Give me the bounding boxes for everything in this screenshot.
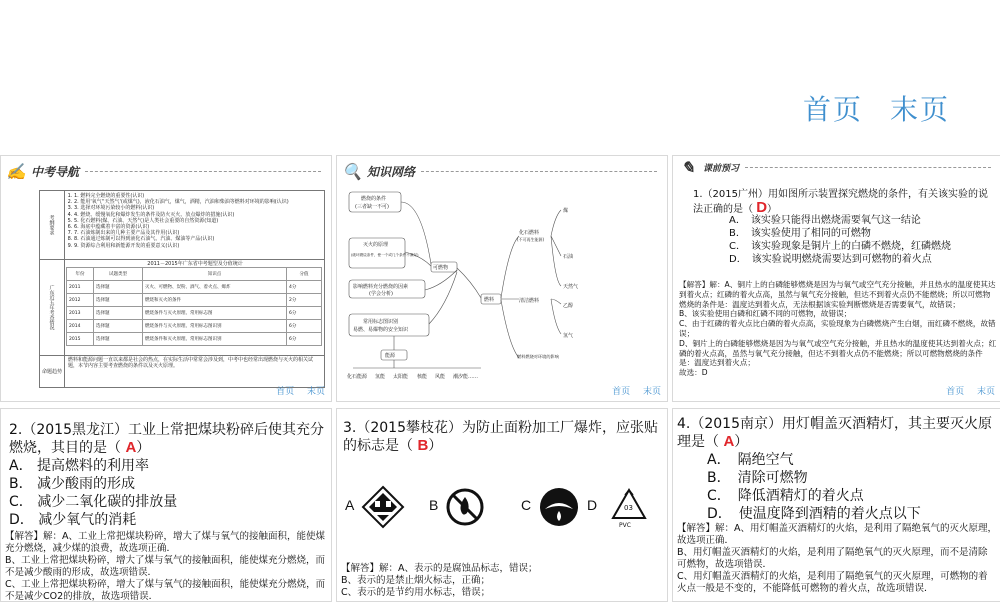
option-a[interactable]: A． 提高燃料的利用率 (9, 458, 150, 474)
option-d[interactable]: D． 减少氧气的消耗 (9, 512, 137, 528)
end-link[interactable]: 末页 (642, 387, 661, 397)
node-combustible: 可燃物 (433, 265, 449, 271)
option-d-label[interactable]: D (587, 497, 598, 513)
list-item: 5. 5. 化石燃料(煤、石油、天然气)是人类社会重要的自然资源(知道) (74, 218, 289, 224)
svg-text:PVC: PVC (619, 522, 631, 529)
node-energy: 能源 (385, 353, 396, 359)
option-a-label[interactable]: A (345, 497, 355, 513)
node-condition: 燃烧的条件 (361, 196, 387, 202)
question-2-slide[interactable] (0, 408, 332, 602)
node-bottom-3: 核能 (417, 374, 428, 380)
recycle-pvc-sign-icon[interactable] (607, 485, 651, 529)
node-fuel: 燃料 (484, 297, 495, 303)
table-cell: 2012 (67, 294, 94, 307)
requirements-list (66, 193, 289, 249)
node-bottom-5: 潮汐能…… (453, 374, 479, 380)
option-a[interactable]: A． 隔绝空气 (707, 452, 794, 468)
exam-guide-table (39, 190, 325, 388)
option-b[interactable]: B． 清除可燃物 (707, 470, 808, 486)
column-header: 分值 (287, 268, 322, 281)
slide-header-title: 知识网络 (367, 164, 416, 179)
list-item: 9. 9. 资源综合利用和新能源开发的重要意义(认识) (74, 243, 289, 249)
no-fire-sign-icon[interactable] (445, 487, 485, 527)
table-cell: 6分 (287, 307, 322, 320)
question-3 (343, 419, 661, 455)
table-cell: 选择题 (94, 307, 143, 320)
table-cell: 2011 (67, 281, 94, 294)
explanation-line: C、用灯帽盖灭酒精灯的火焰，是利用了隔绝氧气的灭火原理，可燃物的着火点一般是不变的，不能降低可燃物的着火点，故选项错误． (677, 571, 988, 594)
slide-header-title: 中考导航 (31, 164, 80, 179)
question-text: 3.（2015攀枝花）为防止面粉加工厂爆炸，应张贴的标志是（ (343, 420, 658, 454)
list-item: 1. 1. 燃料完全燃烧的重要性(认识) (74, 193, 289, 199)
node-bottom-2: 太阳能 (393, 374, 409, 380)
explanation-line: C、由于红磷的着火点比白磷的着火点高，实验现象为白磷燃烧产生白烟，而红磷不燃烧，故错误； (679, 319, 996, 338)
question-close: ） (428, 438, 443, 454)
question-text: 2.（2015黑龙江）工业上常把煤块粉碎后使其充分燃烧，其目的是（ (9, 422, 324, 456)
option-c[interactable]: C． 降低酒精灯的着火点 (707, 488, 864, 504)
explanation-line: 【解答】解：A、表示的是腐蚀品标志，错误； (341, 563, 538, 574)
table-cell: 2014 (67, 320, 94, 333)
answer-mark: B (417, 437, 429, 454)
table-cell: 6分 (287, 333, 322, 346)
question-number: 1. (693, 189, 703, 200)
list-item: 3. 3. 选择对环境污染较小的燃料(认识) (74, 205, 289, 211)
node-coal: 煤 (563, 208, 569, 214)
slide-header (673, 156, 1000, 178)
node-factors: 影响燃料充分燃烧的因素 (353, 284, 409, 290)
answer-mark: A (723, 433, 735, 450)
node-bottom-0: 化石能源 (347, 374, 368, 380)
table-cell: 2分 (287, 294, 322, 307)
node-ethanol: 乙醇 (563, 303, 574, 309)
home-link[interactable]: 首页 (946, 387, 965, 397)
slide-header (1, 156, 331, 186)
column-header: 试题类型 (94, 268, 143, 281)
table-header-row (67, 268, 322, 281)
trend-text: 燃料和能源问题一直以来都是社会的热点，在实际生活中常常会涉及到，中考中也经常出现燃烧与灭火的相关试题，本节内容主要考查燃烧的条件以及灭火原理。 (68, 357, 314, 369)
column-header: 知识点 (143, 268, 287, 281)
explanation-line: B、表示的是禁止烟火标志，正确； (341, 575, 491, 586)
table-row (67, 333, 322, 346)
slide-header (337, 156, 667, 186)
explanation-line: 【解答】解：A、工业上常把煤块粉碎，增大了煤与氧气的接触面积，能使煤充分燃烧，减少煤的浪费，故选项正确． (5, 531, 325, 554)
explanation-line: B、用灯帽盖灭酒精灯的火焰，是利用了隔绝氧气的灭火原理，而不是清除可燃物，故选项错误． (677, 547, 988, 570)
explanation-line: B、工业上常把煤块粉碎，增大了煤与氧气的接触面积，能使煤充分燃烧，而不是减少酸雨的形成，故选项错误． (5, 555, 326, 578)
table-cell: 燃烧条件和灭火原理、常用标志图识别 (143, 333, 287, 346)
option-c[interactable]: C． 该实验现象是铜片上的白磷不燃烧，红磷燃烧 (729, 241, 951, 252)
book-icon: ✍ (6, 161, 26, 181)
home-link[interactable]: 首页 (276, 387, 295, 397)
exam-table-title: 2011－2015年广东省中考题型及分值统计 (147, 261, 243, 267)
explanation (679, 280, 997, 378)
question-close: ） (734, 434, 749, 450)
options-list (707, 451, 997, 523)
end-link[interactable]: 末页 (890, 93, 951, 126)
table-cell: 燃烧和灭火的条件 (143, 294, 287, 307)
explanation-line: D、铜片上的白磷能够燃烧是因为与氧气或空气充分接触，并且热水的温度使其达到着火点；红磷的着火点高，虽然与氧气充分接触，但达不到着火点仍不能燃烧；所以可燃物燃烧的条件是：温度达到着火点； (679, 338, 997, 368)
explanation-line: B、该实验使用白磷和红磷不同的可燃物，故错误； (679, 309, 852, 319)
knowledge-network-slide[interactable] (336, 155, 668, 402)
table-cell: 2013 (67, 307, 94, 320)
column-header: 年份 (67, 268, 94, 281)
slide-nav (602, 384, 661, 397)
svg-text:03: 03 (624, 504, 633, 512)
preview-slide[interactable] (672, 155, 1000, 402)
option-c-label[interactable]: C (521, 497, 532, 513)
node-fire-principle: 灭火的原理 (363, 242, 389, 248)
home-link[interactable]: 首页 (612, 387, 631, 397)
table-cell: 选择题 (94, 333, 143, 346)
mind-map (341, 186, 663, 396)
pencil-icon: ✎ (681, 157, 695, 177)
node-gas: 天然气 (563, 284, 579, 290)
option-b-label[interactable]: B (429, 497, 439, 513)
question-3-slide[interactable] (336, 408, 668, 602)
explanation (677, 523, 997, 595)
node-bottom-4: 风能 (435, 374, 446, 380)
exam-history-label: 广东近五年考查情况 (40, 259, 65, 355)
magnifier-icon: 🔍 (342, 161, 362, 181)
question-2 (9, 421, 325, 457)
home-link[interactable]: 首页 (803, 93, 864, 126)
list-item: 7. 7. 石油炼制出来的几种主要产品及其作用(认识) (74, 230, 289, 236)
table-cell: 灭火、可燃物、炭粉、酒气、着火点、爆炸 (143, 281, 287, 294)
question-4-slide[interactable] (672, 408, 1000, 602)
answer-mark: D (756, 199, 768, 216)
end-link[interactable]: 末页 (976, 387, 995, 397)
question-1 (693, 188, 993, 216)
requirements-label: 考纲要求 (40, 191, 65, 259)
explanation-line: 故选：D (679, 368, 708, 378)
node-condition-sub: (三者缺一不可) (355, 204, 389, 210)
question-close: ） (767, 204, 778, 215)
end-link[interactable]: 末页 (306, 387, 325, 397)
table-cell: 选择题 (94, 294, 143, 307)
corrosive-sign-icon[interactable] (361, 485, 405, 529)
node-oil: 石油 (563, 254, 574, 260)
explanation-line: 【解答】解：A、铜片上的白磷能够燃烧是因为与氧气或空气充分接触，并且热水的温度使其达到着火点；红磷的着火点高，虽然与氧气充分接触，但达不到着火点仍不能燃烧；所以可燃物燃烧的条件是：温度达到着火点，无法根据该实验判断燃烧是否需要氧气，故错误； (679, 280, 996, 309)
explanation (5, 531, 327, 602)
node-signs: 常用标志图识别 (363, 319, 399, 325)
table-cell: 选择题 (94, 281, 143, 294)
option-d[interactable]: D． 该实验说明燃烧需要达到可燃物的着火点 (729, 254, 932, 265)
exam-guide-slide[interactable] (0, 155, 332, 402)
table-cell: 2015 (67, 333, 94, 346)
node-factors-sub: (学会分析) (369, 291, 393, 297)
explanation (341, 563, 663, 599)
list-item: 6. 6. 海底中蕴藏着丰富的资源(认识) (74, 224, 289, 230)
question-close: ） (136, 440, 151, 456)
table-row (67, 320, 322, 333)
node-bottom-1: 氢能 (375, 374, 386, 380)
table-row (67, 294, 322, 307)
table-cell: 4分 (287, 281, 322, 294)
answer-mark: A (125, 439, 137, 456)
sign-options (345, 485, 663, 529)
node-env: 燃料燃烧对环境的影响 (517, 354, 559, 359)
table-cell: 选择题 (94, 320, 143, 333)
table-row (67, 307, 322, 320)
node-hydrogen: 氢气 (563, 333, 574, 339)
question-text: 4.（2015南京）用灯帽盖灭酒精灯，其主要灭火原理是（ (677, 416, 992, 450)
option-d[interactable]: D． 使温度降到酒精的着火点以下 (707, 506, 921, 522)
explanation-line: C、表示的是节约用水标志，错误； (341, 587, 491, 598)
table-cell: 燃烧条件与灭火原理、常用标志图识别 (143, 320, 287, 333)
list-item: 8. 8. 石油通过炼制可以得到液化石油气、汽油、煤油等产品(认识) (74, 236, 289, 242)
question-4 (677, 415, 997, 451)
table-cell: 6分 (287, 320, 322, 333)
slide-nav (936, 384, 995, 397)
explanation-line: 【解答】解：A、用灯帽盖灭酒精灯的火焰，是利用了隔绝氧气的灭火原理，故选项正确． (677, 523, 997, 546)
node-signs-sub: 易燃、易爆物的安全知识 (353, 327, 409, 333)
options-list (9, 457, 325, 529)
node-fossil-sub: (不可再生能源) (517, 237, 545, 242)
node-clean: 清洁燃料 (519, 298, 540, 304)
table-cell: 燃烧条件与灭火原理、常用标志图 (143, 307, 287, 320)
table-row (67, 281, 322, 294)
option-a[interactable]: A． 该实验只能得出燃烧需要氧气这一结论 (729, 215, 921, 226)
option-c[interactable]: C． 减少二氧化碳的排放量 (9, 494, 178, 510)
exam-table (66, 267, 322, 346)
slide-header-title: 课前预习 (703, 163, 740, 174)
list-item: 4. 4. 燃烧、缓慢氧化和爆炸发生的条件及防火灭火、放点爆炸的措施(认识) (74, 212, 289, 218)
node-fire-principle-sub: (破坏燃烧条件，使一个或几个条件不满足) (351, 253, 419, 257)
water-saving-sign-icon[interactable] (537, 485, 581, 529)
option-b[interactable]: B． 该实验使用了相同的可燃物 (729, 228, 871, 239)
node-fossil: 化石燃料 (519, 230, 540, 236)
explanation-line: C、工业上常把煤块粉碎，增大了煤与氧气的接触面积，能使煤充分燃烧，而不是减少CO2的排放，故选项错误． (5, 579, 326, 602)
options-list (729, 214, 997, 266)
list-item: 2. 2. 能用'氧气''天然气'(或煤气)，液化石油气，煤气，酒精，汽油和柴油等燃料对环境的影响(认识) (74, 199, 289, 205)
trend-label: 命题趋势 (40, 355, 65, 387)
option-b[interactable]: B． 减少酸雨的形成 (9, 476, 136, 492)
slide-nav (266, 384, 325, 397)
question-text: （2015广州）用如图所示装置探究燃烧的条件，有关该实验的说法正确的是（ (693, 189, 988, 215)
